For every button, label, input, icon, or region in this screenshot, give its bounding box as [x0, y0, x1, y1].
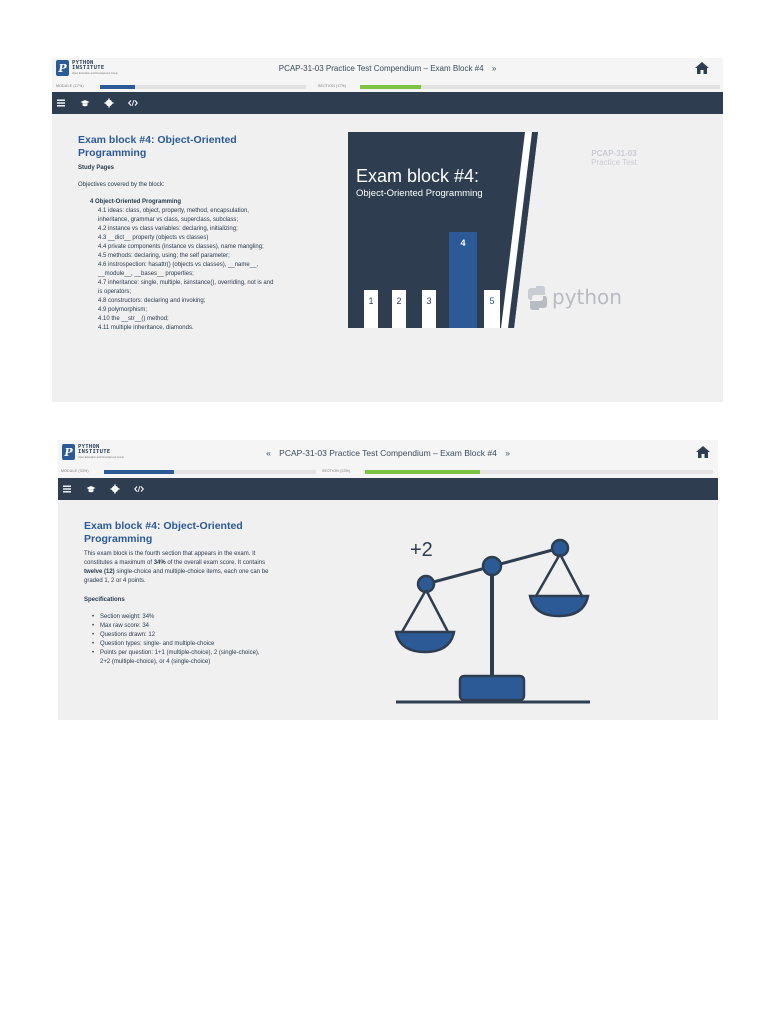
logo-line-2: INSTITUTE — [78, 449, 111, 456]
spec-item: • Questions drawn: 12 — [92, 631, 270, 640]
section-progress-fill — [365, 470, 480, 474]
study-pages-label: Study Pages — [78, 165, 115, 171]
intro-text-3: single-choice and multiple-choice items, each one can be graded 1, 2 or 4 points. — [84, 569, 269, 584]
logo-line-2: INSTITUTE — [72, 65, 105, 72]
page-title-row — [52, 64, 723, 73]
page-title: PCAP-31-03 Practice Test Compendium – Exam Block #4 — [278, 64, 484, 73]
objective-item: 4.8 constructors: declaring and invoking; — [98, 298, 206, 304]
module-progress-fill — [104, 470, 174, 474]
prev-page-link[interactable]: « — [266, 448, 271, 458]
balance-scale-icon — [388, 528, 598, 708]
banner-test-sub: Practice Test — [591, 158, 637, 167]
block-heading: Exam block #4: Object-Oriented Programming — [78, 134, 237, 159]
settings-gear-icon[interactable] — [110, 484, 120, 494]
settings-gear-icon[interactable] — [104, 98, 114, 108]
block-heading: Exam block #4: Object-Oriented Programming — [84, 520, 243, 545]
page-title: PCAP-31-03 Practice Test Compendium – Exam Block #4 — [279, 448, 497, 458]
intro-count: twelve (12) — [84, 569, 115, 575]
module-progress-track — [100, 85, 306, 89]
specifications-heading: Specifications — [84, 597, 125, 603]
objective-item: 4.1 ideas: class, object, property, method, encapsulation, inheritance, grammar vs class, superclass, subclass; — [98, 208, 249, 223]
bar-label: 4 — [460, 238, 466, 248]
objective-item: 4.6 instrospection: hasattr() (objects vs classes), __name__, __module__, __bases__ properties; — [98, 262, 259, 277]
section-progress-label: SECTION (17%) — [318, 84, 347, 88]
bar-label: 2 — [396, 296, 402, 306]
intro-percent: 34% — [153, 560, 166, 566]
section-progress-label: SECTION (33%) — [322, 469, 351, 473]
bar-label: 1 — [368, 296, 374, 306]
top-bar — [52, 58, 723, 82]
banner-subtitle: Object-Oriented Programming — [356, 188, 483, 199]
logo-line-3: Open Education and Development Group — [72, 71, 118, 75]
code-icon[interactable] — [128, 98, 138, 108]
module-progress-label: MODULE (17%) — [56, 84, 84, 88]
intro-text-1: This exam block is the fourth section that appears in the exam. It constitutes a maximum of — [84, 551, 256, 566]
intro-text-2: of the overall exam score. It contains — [167, 560, 266, 566]
objective-item: 4.9 polymorphism; — [98, 307, 148, 313]
module-progress-fill — [100, 85, 135, 89]
objective-item: 4.4 private components (instance vs classes), name mangling; — [98, 244, 264, 250]
objective-item: 4.2 instance vs class variables: declaring, initializing; — [98, 226, 238, 232]
menu-icon[interactable] — [62, 484, 72, 494]
spec-item: • Max raw score: 34 — [92, 622, 270, 631]
toolbar — [52, 92, 723, 114]
objective-item: 4.3 __dict__ property (objects vs classes) — [98, 235, 209, 241]
bar-label: 5 — [489, 296, 495, 306]
graduation-cap-icon[interactable] — [86, 484, 96, 494]
page-title-row — [58, 448, 718, 458]
specifications-list — [92, 613, 270, 667]
progress-row — [58, 466, 718, 478]
objectives-intro: Objectives covered by the block: — [78, 182, 165, 188]
next-page-link[interactable]: » — [491, 64, 497, 73]
home-icon[interactable] — [696, 446, 710, 458]
menu-icon[interactable] — [56, 98, 66, 108]
banner-title: Exam block #4: — [356, 166, 480, 186]
exam-block-banner — [346, 132, 676, 328]
progress-row — [52, 82, 723, 92]
logo-badge-icon: P — [62, 444, 75, 460]
scale-plus-two-label: +2 — [410, 539, 433, 561]
banner-test-code: PCAP-31-03 — [591, 149, 637, 158]
home-icon[interactable] — [695, 62, 709, 74]
code-icon[interactable] — [134, 484, 144, 494]
spec-item: • Question types: single- and multiple-choice — [92, 640, 270, 649]
next-page-link[interactable]: » — [505, 448, 510, 458]
objective-item: 4.10 the __str__() method; — [98, 316, 169, 322]
module-progress-track — [104, 470, 316, 474]
section-progress-fill — [360, 85, 421, 89]
objective-item: 4.5 methods: declaring, using; the self parameter; — [98, 253, 230, 259]
python-wordmark: python — [552, 285, 622, 309]
section-progress-track — [365, 470, 713, 474]
graduation-cap-icon[interactable] — [80, 98, 90, 108]
module-progress-label: MODULE (33%) — [61, 469, 89, 473]
top-bar — [58, 440, 718, 466]
spec-item: • Section weight: 34% — [92, 613, 270, 622]
slide-2 — [58, 440, 718, 720]
spec-item: • Points per question: 1+1 (multiple-choice), 2 (single-choice), 2+2 (multiple-choice), or 4 (single-choice) — [92, 649, 270, 667]
logo-line-1: PYTHON — [78, 443, 100, 450]
objectives-list — [90, 198, 278, 333]
logo-line-1: PYTHON — [72, 59, 94, 66]
toolbar — [58, 478, 718, 500]
section-progress-track — [360, 85, 720, 89]
objective-item: 4.11 multiple inheritance, diamonds. — [98, 325, 194, 331]
bar-label: 3 — [426, 296, 432, 306]
slide-1 — [52, 58, 723, 402]
objective-item: 4.7 inheritance: single, multiple, isinstance(), overriding, not is and is operators; — [98, 280, 274, 295]
logo-line-3: Open Education and Development Group — [78, 455, 124, 459]
objective-group-title: 4 Object-Oriented Programming — [90, 199, 182, 205]
python-logo-icon — [528, 286, 547, 310]
logo-badge-icon: P — [56, 60, 69, 76]
intro-paragraph — [84, 550, 270, 586]
